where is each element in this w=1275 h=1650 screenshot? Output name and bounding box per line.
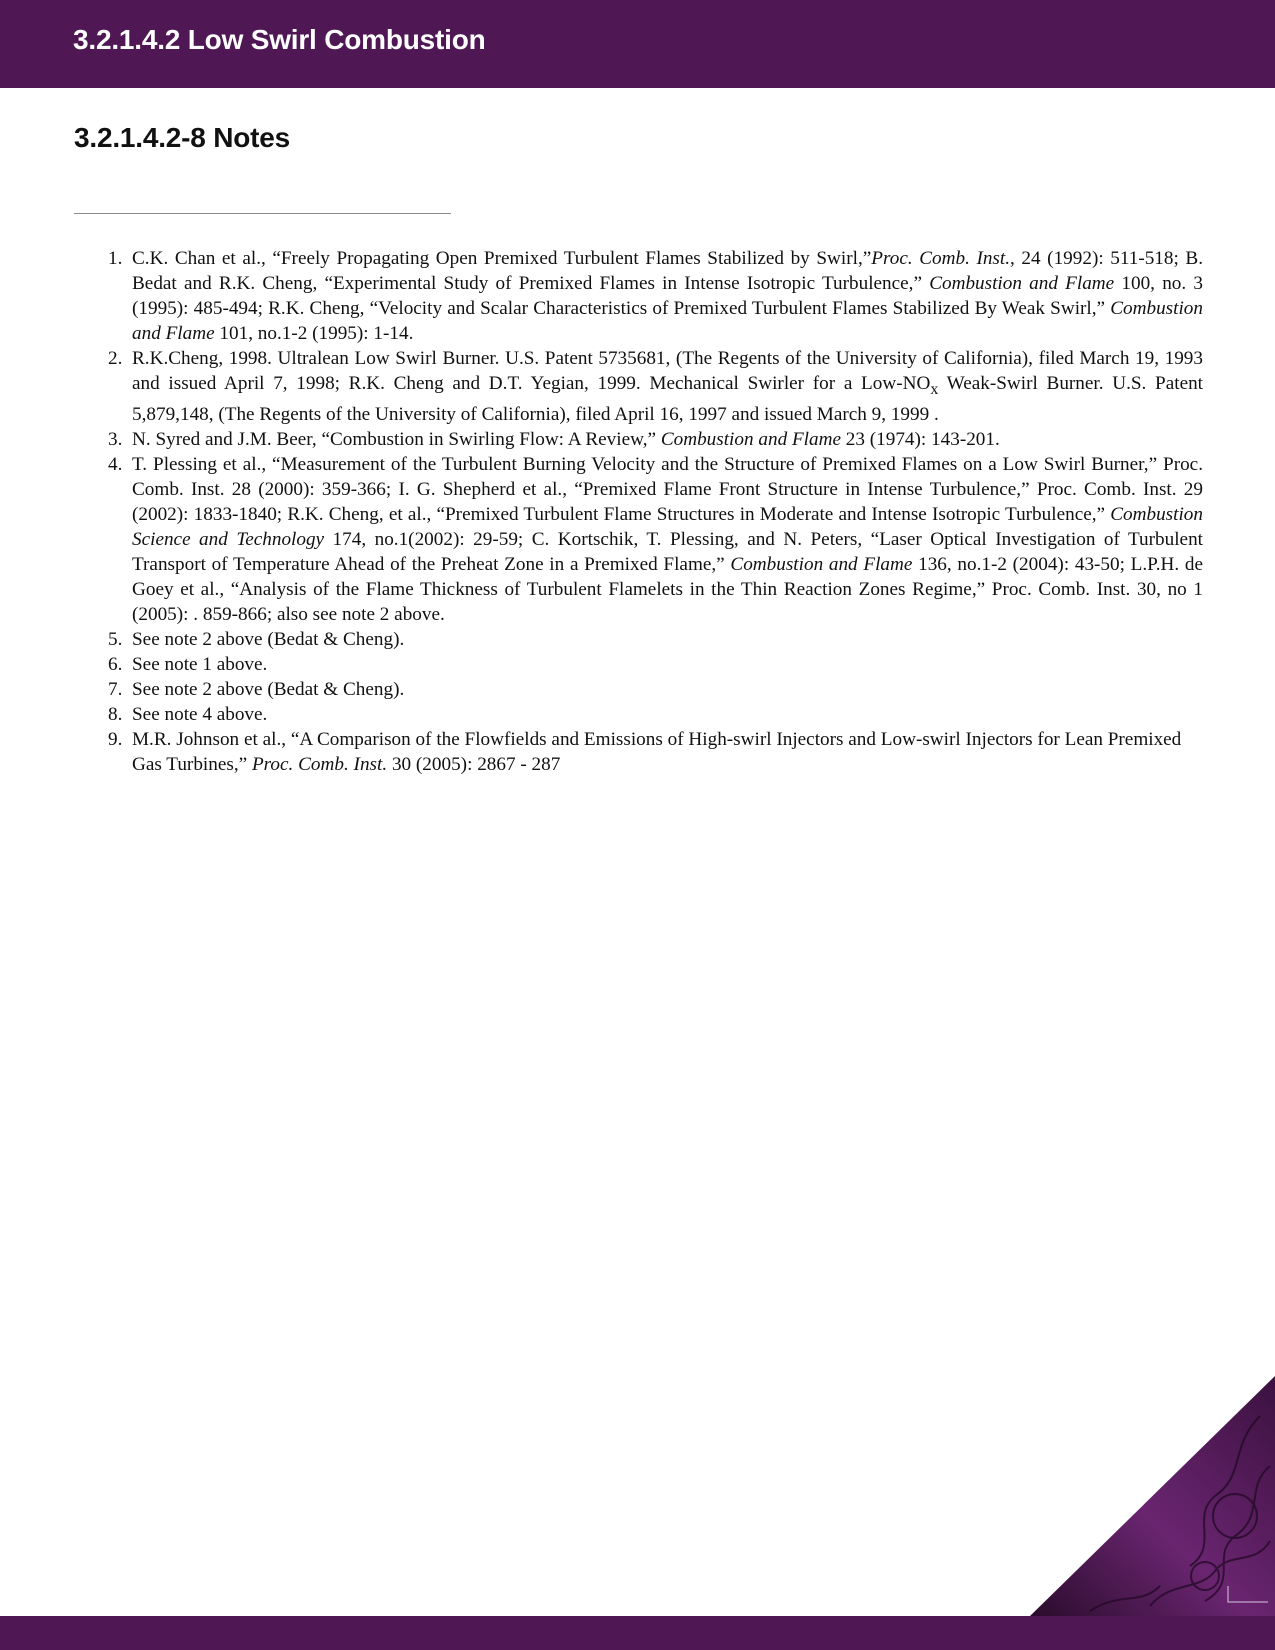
note-text: 174, no.1(2002): 29-59; C. Kortschik, T. Plessing, and N. Peters, “Laser Optical Investigation of Turbulent Transport of Temperature Ahead of the Preheat Zone in a Premixed Flame,” [132,528,1203,575]
note-number: 4. [108,453,123,475]
note-number: 5. [108,628,123,650]
note-text: T. Plessing et al., “Measurement of the Turbulent Burning Velocity and the Structure of Premixed Flames on a Low Swirl Burner,” Proc. Comb. Inst. 28 (2000): 359-366; I. G. Shepherd et al., “Premixed Flame Front Structure in Intense Turbulence,” Proc. Comb. Inst. 29 (2002): 1833-1840; R.K. Cheng, et al., “Premixed Turbulent Flame Structures in Moderate and Intense Isotropic Turbulence,” [132,453,1203,525]
note-text: 101, no.1-2 (1995): 1-14. [214,323,414,344]
note-number: 1. [108,248,123,269]
note-text: See note 4 above. [132,703,268,725]
page-title: 3.2.1.4.2 Low Swirl Combustion [73,24,486,55]
note-number: 7. [108,678,123,700]
section-divider [74,213,451,214]
note-text: R.K.Cheng, 1998. Ultralean Low Swirl Burner. U.S. Patent 5735681, (The Regents of the University of California), filed March 19, 1993 and issued April 7, 1998; R.K. Cheng and D.T. Yegian, 1999. Mechanical Swirler for a Low-NO [132,348,1203,394]
note-citation-title: Combustion and Flame [660,428,841,450]
corner-decoration-image [1030,1376,1275,1616]
note-citation-title: Proc. Comb. Inst. [871,248,1011,269]
note-number: 2. [108,348,123,369]
note-number: 6. [108,653,123,675]
note-citation-title: Proc. Comb. Inst. [251,753,388,775]
note-item [108,246,1203,346]
note-item [108,346,1203,427]
note-citation-title: Combustion and Flame [132,298,1203,344]
note-citation-title: Combustion and Flame [929,273,1115,294]
note-text: 100, no. 3 (1995): 485-494; R.K. Cheng, “Velocity and Scalar Characteristics of Premixed Turbulent Flames Stabilized By Weak Swirl,” [132,273,1203,319]
footer-bar [0,1616,1275,1650]
note-text: 30 (2005): 2867 - 287 [387,753,561,775]
note-text: 23 (1974): 143-201. [840,428,1000,450]
note-number: 3. [108,428,123,450]
note-item [108,627,1203,652]
notes-list [108,246,1203,777]
note-text: N. Syred and J.M. Beer, “Combustion in Swirling Flow: A Review,” [132,428,661,450]
note-item [108,727,1203,777]
note-item [108,452,1203,627]
note-number: 8. [108,703,123,725]
note-item [108,702,1203,727]
note-item [108,677,1203,702]
note-text: Weak-Swirl Burner. U.S. Patent 5,879,148, (The Regents of the University of California), filed April 16, 1997 and issued March 9, 1999 . [132,373,1204,425]
note-citation-title: Combustion Science and Technology [132,503,1203,550]
header-bar [0,0,1275,88]
note-citation-title: Combustion and Flame [730,553,913,575]
note-text: See note 2 above (Bedat & Cheng). [132,678,405,700]
note-text: M.R. Johnson et al., “A Comparison of the Flowfields and Emissions of High-swirl Injectors and Low-swirl Injectors for Lean Premixed Gas Turbines,” [132,728,1182,775]
note-item [108,652,1203,677]
note-item [108,427,1203,452]
note-text: C.K. Chan et al., “Freely Propagating Open Premixed Turbulent Flames Stabilized by Swirl,” [132,248,872,269]
note-number: 9. [108,728,123,750]
note-text: See note 2 above (Bedat & Cheng). [132,628,405,650]
note-text: 136, no.1-2 (2004): 43-50; L.P.H. de Goey et al., “Analysis of the Flame Thickness of Turbulent Flamelets in the Thin Reaction Zones Regime,” Proc. Comb. Inst. 30, no 1 (2005): . 859-866; also see note 2 above. [132,553,1203,625]
note-subscript: x [930,380,939,398]
section-heading: 3.2.1.4.2-8 Notes [74,122,291,153]
note-text: See note 1 above. [132,653,268,675]
note-text: , 24 (1992): 511-518; B. Bedat and R.K. Cheng, “Experimental Study of Premixed Flames in Intense Isotropic Turbulence,” [132,248,1203,294]
